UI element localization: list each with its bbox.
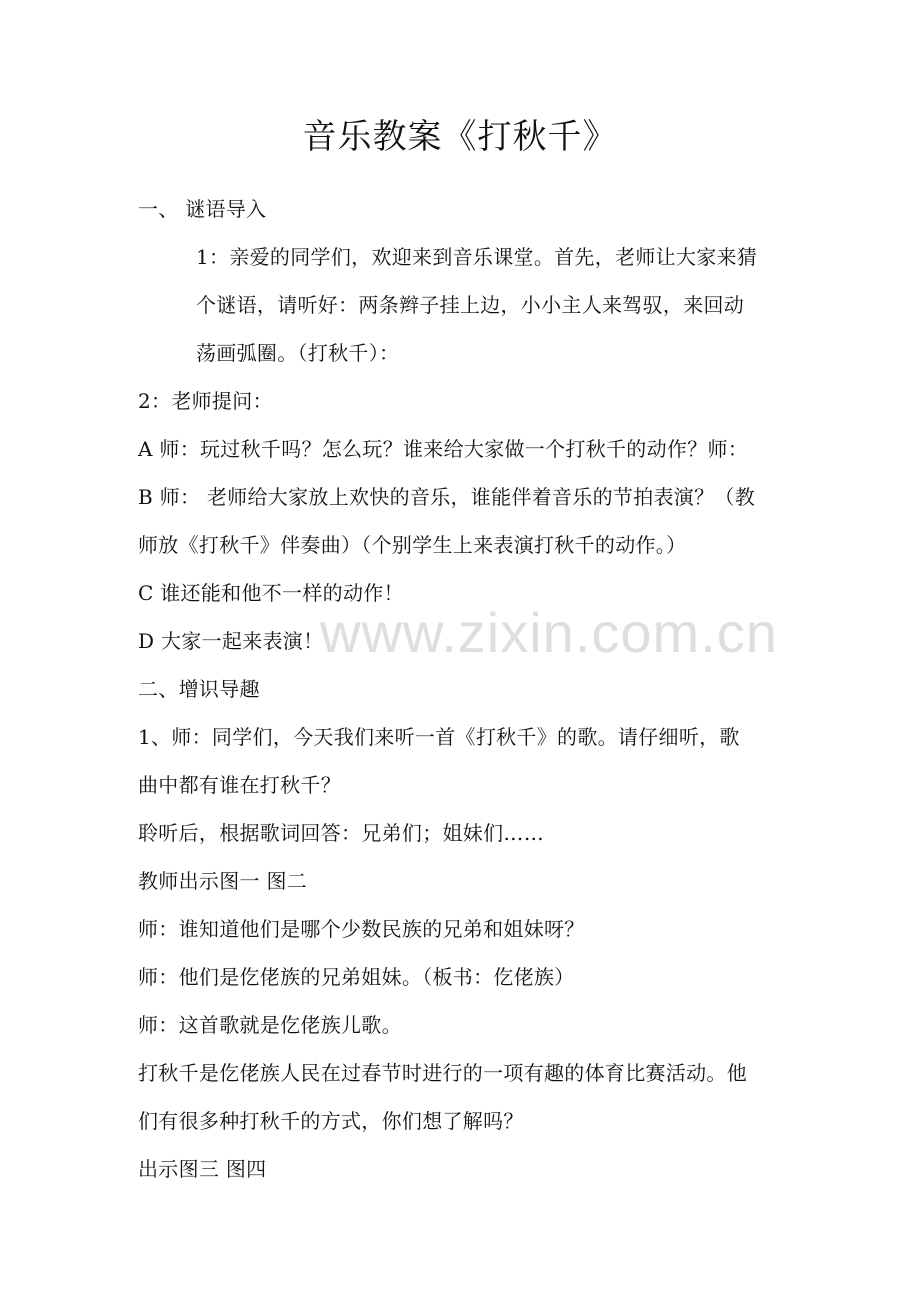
paragraph-line: B 师： 老师给大家放上欢快的音乐，谁能伴着音乐的节拍表演？（教	[138, 485, 756, 509]
page-title: 音乐教案《打秋千》	[302, 117, 618, 157]
paragraph-line: 出示图三 图四	[138, 1157, 267, 1181]
section-heading-2: 二、增识导趣	[138, 677, 260, 701]
paragraph-line: 师：他们是仡佬族的兄弟姐妹。（板书：仡佬族）	[138, 965, 575, 989]
paragraph-line: A 师：玩过秋千吗？怎么玩？谁来给大家做一个打秋千的动作？师：	[138, 437, 749, 461]
paragraph-line: 荡画弧圈。（打秋千）：	[196, 341, 400, 365]
paragraph-line: 个谜语，请听好：两条辫子挂上边，小小主人来驾驭，来回动	[196, 293, 745, 317]
paragraph-line: 聆听后，根据歌词回答：兄弟们；姐妹们……	[138, 821, 544, 845]
section-heading-1: 一、 谜语导入	[138, 197, 267, 221]
paragraph-line: 们有很多种打秋千的方式，你们想了解吗？	[138, 1109, 524, 1133]
paragraph-line: 1：亲爱的同学们，欢迎来到音乐课堂。首先，老师让大家来猜	[196, 245, 758, 269]
paragraph-line: 师：谁知道他们是哪个少数民族的兄弟和姐妹呀？	[138, 917, 585, 941]
watermark-text: www.zixin.com.cn	[320, 601, 778, 664]
paragraph-line: 打秋千是仡佬族人民在过春节时进行的一项有趣的体育比赛活动。他	[138, 1061, 747, 1085]
paragraph-line: 2：老师提问：	[138, 389, 273, 413]
paragraph-line: 曲中都有谁在打秋千？	[138, 773, 341, 797]
paragraph-line: 师放《打秋千》伴奏曲）（个别学生上来表演打秋千的动作。）	[138, 533, 687, 557]
paragraph-line: 教师出示图一 图二	[138, 869, 308, 893]
paragraph-line: C 谁还能和他不一样的动作！	[138, 581, 404, 605]
paragraph-line: 1、师：同学们，今天我们来听一首《打秋千》的歌。请仔细听，歌	[138, 725, 740, 749]
paragraph-line: D 大家一起来表演！	[138, 629, 324, 653]
paragraph-line: 师：这首歌就是仡佬族儿歌。	[138, 1013, 402, 1037]
